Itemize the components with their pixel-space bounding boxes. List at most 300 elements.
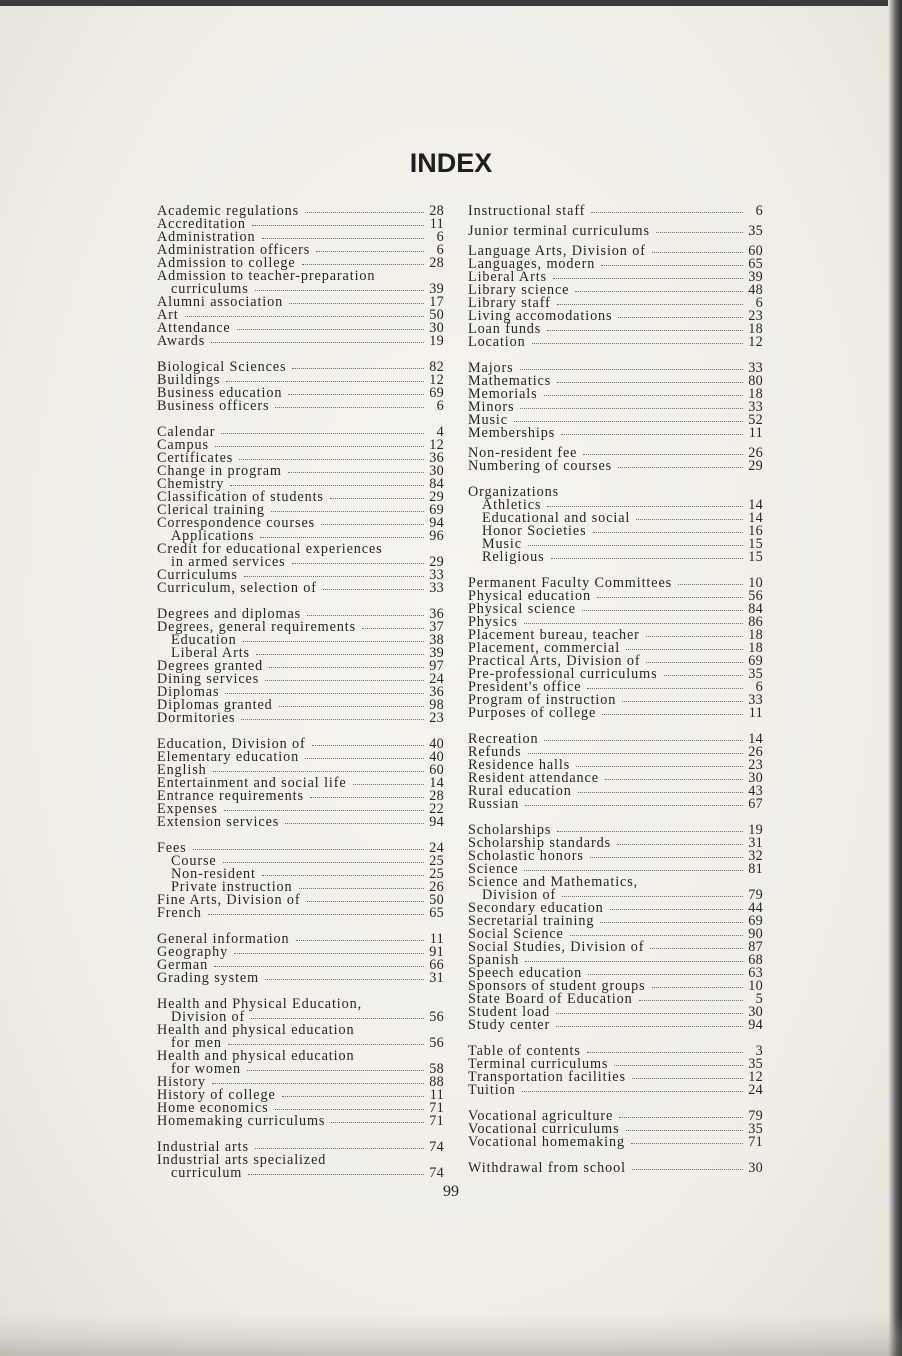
- index-entry-heading: Science and Mathematics,: [468, 874, 639, 890]
- index-entry: [157, 582, 444, 595]
- index-entry-label: Expenses: [157, 801, 218, 817]
- dot-leader: [632, 1077, 743, 1079]
- index-entry-page: 18: [748, 321, 763, 337]
- index-entry-label: in armed services: [171, 554, 286, 570]
- dot-leader: [252, 224, 424, 226]
- dot-leader: [636, 518, 743, 520]
- index-entry-label: Languages, modern: [468, 256, 596, 272]
- index-entry: [468, 427, 763, 440]
- dot-leader: [275, 406, 424, 408]
- index-entry-page: 12: [429, 437, 444, 453]
- dot-leader: [243, 640, 424, 642]
- index-entry-label: Awards: [157, 333, 206, 349]
- index-entry-page: 60: [748, 243, 763, 259]
- index-entry-page: 56: [429, 1035, 444, 1051]
- index-entry-label: Practical Arts, Division of: [468, 653, 641, 669]
- index-entry-page: 69: [748, 913, 763, 929]
- index-entry-page: 96: [429, 528, 444, 544]
- index-entry-page: 29: [429, 554, 444, 570]
- dot-leader: [588, 973, 743, 975]
- page-number: 99: [443, 1183, 459, 1200]
- index-entry-page: 74: [429, 1165, 444, 1181]
- index-entry-label: Placement, commercial: [468, 640, 621, 656]
- dot-leader: [302, 263, 424, 265]
- dot-leader: [221, 432, 424, 434]
- index-entry-page: 18: [748, 386, 763, 402]
- index-entry-heading: Organizations: [468, 484, 560, 500]
- dot-leader: [610, 908, 743, 910]
- index-entry-page: 25: [429, 853, 444, 869]
- dot-leader: [362, 627, 424, 629]
- index-entry-page: 33: [748, 360, 763, 376]
- index-entry-page: 67: [748, 796, 763, 812]
- index-entry-page: 94: [748, 1017, 763, 1033]
- dot-leader: [305, 757, 424, 759]
- index-entry-page: 11: [429, 216, 444, 232]
- dot-leader: [514, 420, 743, 422]
- index-entry: [157, 400, 444, 413]
- index-entry: [157, 1167, 444, 1180]
- index-entry-page: 22: [429, 801, 444, 817]
- dot-leader: [211, 341, 424, 343]
- dot-leader: [262, 237, 424, 239]
- scan-right-edge: [888, 0, 902, 1356]
- dot-leader: [532, 342, 743, 344]
- index-entry-label: Degrees granted: [157, 658, 264, 674]
- dot-leader: [597, 596, 743, 598]
- index-entry-page: 60: [429, 762, 444, 778]
- index-entry-page: 14: [748, 731, 763, 747]
- dot-leader: [262, 874, 424, 876]
- index-entry-heading: Health and Physical Education,: [157, 996, 363, 1012]
- dot-leader: [602, 713, 743, 715]
- section-gap: [157, 829, 444, 842]
- dot-leader: [618, 466, 743, 468]
- dot-leader: [208, 913, 424, 915]
- index-entry-page: 35: [748, 666, 763, 682]
- dot-leader: [600, 921, 743, 923]
- index-entry-label: Transportation facilities: [468, 1069, 626, 1085]
- index-entry-label: Recreation: [468, 731, 539, 747]
- dot-leader: [631, 1142, 743, 1144]
- index-entry: [157, 972, 444, 985]
- index-entry-label: Physics: [468, 614, 518, 630]
- dot-leader: [307, 900, 424, 902]
- dot-leader: [292, 367, 424, 369]
- dot-leader: [575, 290, 743, 292]
- index-entry-page: 71: [429, 1100, 444, 1116]
- index-entry-page: 25: [429, 866, 444, 882]
- index-entry-page: 12: [429, 372, 444, 388]
- index-entry-label: Admission to college: [157, 255, 296, 271]
- dot-leader: [544, 739, 743, 741]
- dot-leader: [215, 445, 424, 447]
- index-entry-page: 36: [429, 450, 444, 466]
- index-entry: [468, 1019, 763, 1032]
- dot-leader: [230, 484, 424, 486]
- index-entry-label: Social Science: [468, 926, 564, 942]
- index-entry-page: 90: [748, 926, 763, 942]
- index-entry-page: 50: [429, 307, 444, 323]
- dot-leader: [271, 510, 424, 512]
- index-entry-page: 30: [748, 1004, 763, 1020]
- index-entry-label: Division of: [171, 1009, 246, 1025]
- index-entry-label: Dining services: [157, 671, 260, 687]
- index-entry-label: Correspondence courses: [157, 515, 316, 531]
- index-entry-label: Scholarships: [468, 822, 552, 838]
- index-entry-label: Administration: [157, 229, 256, 245]
- index-entry-page: 36: [429, 606, 444, 622]
- index-entry-label: Purposes of college: [468, 705, 597, 721]
- dot-leader: [557, 303, 743, 305]
- index-entry-page: 26: [748, 445, 763, 461]
- index-entry-page: 6: [436, 242, 444, 258]
- dot-leader: [525, 960, 743, 962]
- index-entry-label: Fine Arts, Division of: [157, 892, 301, 908]
- index-entry-page: 40: [429, 749, 444, 765]
- index-entry-page: 24: [429, 840, 444, 856]
- index-entry-label: Division of: [482, 887, 557, 903]
- index-entry-label: Sponsors of student groups: [468, 978, 646, 994]
- index-entry-page: 33: [748, 399, 763, 415]
- index-entry-page: 5: [755, 991, 763, 1007]
- dot-leader: [321, 523, 424, 525]
- dot-leader: [525, 804, 743, 806]
- dot-leader: [214, 965, 424, 967]
- index-entry-page: 65: [429, 905, 444, 921]
- index-entry-page: 29: [429, 489, 444, 505]
- index-entry-label: Elementary education: [157, 749, 300, 765]
- dot-leader: [239, 458, 424, 460]
- index-entry-label: Applications: [171, 528, 255, 544]
- index-entry-label: Placement bureau, teacher: [468, 627, 640, 643]
- index-entry-label: Buildings: [157, 372, 221, 388]
- index-entry-label: Industrial arts: [157, 1139, 249, 1155]
- index-entry-label: Curriculums: [157, 567, 238, 583]
- index-entry-page: 6: [755, 679, 763, 695]
- index-entry-label: Course: [171, 853, 217, 869]
- index-entry-label: Home economics: [157, 1100, 269, 1116]
- index-entry-label: Scholarship standards: [468, 835, 612, 851]
- dot-leader: [330, 497, 424, 499]
- dot-leader: [185, 315, 424, 317]
- index-entry-label: Biological Sciences: [157, 359, 287, 375]
- index-entry-page: 23: [429, 710, 444, 726]
- index-entry-page: 6: [755, 203, 763, 219]
- index-entry: [157, 816, 444, 829]
- index-entry-label: Rural education: [468, 783, 572, 799]
- dot-leader: [524, 869, 743, 871]
- index-entry: [468, 1162, 763, 1175]
- dot-leader: [305, 211, 424, 213]
- dot-leader: [639, 999, 743, 1001]
- dot-leader: [528, 752, 743, 754]
- index-entry: [157, 907, 444, 920]
- index-entry-label: Physical science: [468, 601, 576, 617]
- index-entry-label: Change in program: [157, 463, 282, 479]
- index-entry-page: 69: [748, 653, 763, 669]
- index-entry-page: 29: [748, 458, 763, 474]
- index-entry: [157, 1115, 444, 1128]
- index-entry-page: 43: [748, 783, 763, 799]
- index-entry-label: State Board of Education: [468, 991, 633, 1007]
- dot-leader: [587, 687, 743, 689]
- index-entry-page: 69: [429, 385, 444, 401]
- dot-leader: [299, 887, 424, 889]
- index-entry: [468, 460, 763, 473]
- dot-leader: [664, 674, 744, 676]
- index-entry-label: Private instruction: [171, 879, 293, 895]
- dot-leader: [547, 329, 743, 331]
- index-entry-page: 88: [429, 1074, 444, 1090]
- index-entry-page: 30: [429, 320, 444, 336]
- index-entry-label: Vocational homemaking: [468, 1134, 625, 1150]
- index-entry-page: 36: [429, 684, 444, 700]
- dot-leader: [556, 1025, 743, 1027]
- dot-leader: [547, 505, 743, 507]
- index-entry: [468, 1136, 763, 1149]
- index-entry-page: 11: [748, 705, 763, 721]
- dot-leader: [601, 264, 743, 266]
- index-entry-label: Program of instruction: [468, 692, 617, 708]
- index-entry-label: Music: [482, 536, 522, 552]
- index-entry-page: 38: [429, 632, 444, 648]
- index-entry-page: 28: [429, 255, 444, 271]
- index-entry-page: 48: [748, 282, 763, 298]
- index-entry-label: Withdrawal from school: [468, 1160, 626, 1176]
- dot-leader: [562, 895, 743, 897]
- index-entry-label: for women: [171, 1061, 241, 1077]
- index-entry-label: Speech education: [468, 965, 583, 981]
- index-entry-label: Liberal Arts: [171, 645, 250, 661]
- dot-leader: [626, 1129, 743, 1131]
- index-entry-page: 24: [429, 671, 444, 687]
- index-entry-page: 31: [429, 970, 444, 986]
- scan-top-edge: [0, 0, 902, 6]
- index-entry-label: Business officers: [157, 398, 270, 414]
- dot-leader: [520, 368, 743, 370]
- index-entry-page: 58: [429, 1061, 444, 1077]
- dot-leader: [520, 407, 743, 409]
- index-entry-page: 65: [748, 256, 763, 272]
- index-entry-page: 71: [748, 1134, 763, 1150]
- index-entry-page: 52: [748, 412, 763, 428]
- dot-leader: [524, 622, 743, 624]
- dot-leader: [256, 653, 424, 655]
- index-entry-label: Curriculum, selection of: [157, 580, 317, 596]
- index-entry-heading: Admission to teacher-preparation: [157, 268, 376, 284]
- index-entry-page: 14: [748, 510, 763, 526]
- index-entry-page: 6: [436, 229, 444, 245]
- index-entry-page: 28: [429, 788, 444, 804]
- index-entry-page: 79: [748, 1108, 763, 1124]
- index-entry-label: Majors: [468, 360, 514, 376]
- dot-leader: [316, 250, 424, 252]
- index-entry-label: Diplomas: [157, 684, 220, 700]
- index-entry-page: 14: [748, 497, 763, 513]
- dot-leader: [656, 231, 743, 233]
- dot-leader: [241, 718, 424, 720]
- index-entry-label: Terminal curriculums: [468, 1056, 609, 1072]
- dot-leader: [557, 381, 743, 383]
- index-entry-label: Campus: [157, 437, 209, 453]
- dot-leader: [605, 778, 743, 780]
- dot-leader: [652, 251, 743, 253]
- index-entry-label: Pre-professional curriculums: [468, 666, 658, 682]
- index-entry: [468, 798, 763, 811]
- index-entry-page: 32: [748, 848, 763, 864]
- dot-leader: [223, 861, 424, 863]
- index-entry-label: Language Arts, Division of: [468, 243, 646, 259]
- dot-leader: [228, 1043, 424, 1045]
- index-entry-label: Memberships: [468, 425, 556, 441]
- dot-leader: [323, 588, 424, 590]
- index-entry: [468, 225, 763, 238]
- index-entry-label: History of college: [157, 1087, 276, 1103]
- index-entry-label: Classification of students: [157, 489, 324, 505]
- dot-leader: [678, 583, 743, 585]
- index-entry: [157, 296, 444, 309]
- index-entry-label: Living accomodations: [468, 308, 613, 324]
- index-entry-page: 79: [748, 887, 763, 903]
- dot-leader: [265, 978, 424, 980]
- index-entry-page: 66: [429, 957, 444, 973]
- dot-leader: [296, 939, 424, 941]
- index-entry: [468, 707, 763, 720]
- index-entry-page: 84: [429, 476, 444, 492]
- dot-leader: [225, 692, 424, 694]
- dot-leader: [646, 635, 743, 637]
- index-entry: [468, 205, 763, 218]
- index-entry-label: French: [157, 905, 202, 921]
- dot-leader: [652, 986, 744, 988]
- dot-leader: [553, 277, 743, 279]
- index-entry-label: Clerical training: [157, 502, 265, 518]
- index-entry-label: English: [157, 762, 207, 778]
- dot-leader: [590, 856, 743, 858]
- index-entry-page: 31: [748, 835, 763, 851]
- dot-leader: [288, 393, 424, 395]
- dot-leader: [193, 848, 424, 850]
- index-entry-label: Calendar: [157, 424, 216, 440]
- dot-leader: [288, 471, 424, 473]
- dot-leader: [614, 1064, 743, 1066]
- index-entry-label: Liberal Arts: [468, 269, 547, 285]
- index-entry-label: Junior terminal curriculums: [468, 223, 650, 239]
- index-entry-label: Education, Division of: [157, 736, 306, 752]
- index-entry-page: 35: [748, 1121, 763, 1137]
- index-entry-page: 18: [748, 627, 763, 643]
- scan-bottom-edge: [0, 1314, 902, 1356]
- index-entry-label: Dormitories: [157, 710, 236, 726]
- dot-leader: [556, 1012, 743, 1014]
- index-entry-page: 23: [748, 757, 763, 773]
- index-entry-label: Non-resident fee: [468, 445, 578, 461]
- dot-leader: [646, 661, 743, 663]
- index-entry-page: 56: [429, 1009, 444, 1025]
- index-entry-label: Academic regulations: [157, 203, 300, 219]
- index-entry-label: Vocational curriculums: [468, 1121, 620, 1137]
- index-entry-page: 24: [748, 1082, 763, 1098]
- index-entry-label: Loan funds: [468, 321, 542, 337]
- dot-leader: [248, 1173, 424, 1175]
- dot-leader: [582, 609, 743, 611]
- index-entry-page: 19: [748, 822, 763, 838]
- index-entry-heading: Credit for educational experiences: [157, 541, 383, 557]
- index-entry-page: 10: [748, 978, 763, 994]
- index-entry-label: Art: [157, 307, 179, 323]
- dot-leader: [255, 289, 424, 291]
- dot-leader: [312, 744, 424, 746]
- dot-leader: [247, 1069, 424, 1071]
- index-entry-label: Residence halls: [468, 757, 571, 773]
- dot-leader: [551, 557, 744, 559]
- index-entry-page: 56: [748, 588, 763, 604]
- dot-leader: [632, 1168, 743, 1170]
- index-entry-label: Memorials: [468, 386, 538, 402]
- index-entry-label: Chemistry: [157, 476, 225, 492]
- index-entry-page: 81: [748, 861, 763, 877]
- dot-leader: [213, 770, 424, 772]
- dot-leader: [583, 453, 743, 455]
- index-column-right: [468, 205, 763, 1175]
- dot-leader: [587, 1051, 743, 1053]
- index-entry-label: Music: [468, 412, 508, 428]
- index-entry-page: 82: [429, 359, 444, 375]
- index-entry-page: 23: [748, 308, 763, 324]
- index-entry-label: Study center: [468, 1017, 551, 1033]
- dot-leader: [292, 562, 424, 564]
- index-entry-label: Geography: [157, 944, 229, 960]
- index-entry-label: Science: [468, 861, 519, 877]
- dot-leader: [244, 575, 424, 577]
- index-entry-label: Degrees, general requirements: [157, 619, 357, 635]
- index-entry-page: 84: [748, 601, 763, 617]
- index-entry-page: 97: [429, 658, 444, 674]
- index-entry-heading: Industrial arts specialized: [157, 1152, 327, 1168]
- index-entry-label: Location: [468, 334, 526, 350]
- dot-leader: [260, 536, 424, 538]
- index-entry-label: Degrees and diplomas: [157, 606, 302, 622]
- dot-leader: [285, 822, 424, 824]
- index-entry-page: 37: [429, 619, 444, 635]
- index-entry-page: 19: [429, 333, 444, 349]
- index-entry-page: 71: [429, 1113, 444, 1129]
- dot-leader: [618, 316, 743, 318]
- index-entry: [468, 1084, 763, 1097]
- dot-leader: [557, 830, 743, 832]
- index-entry-page: 3: [755, 1043, 763, 1059]
- index-entry-heading: Health and physical education: [157, 1048, 355, 1064]
- index-entry: [157, 712, 444, 725]
- index-entry-label: Fees: [157, 840, 187, 856]
- index-entry-page: 50: [429, 892, 444, 908]
- index-entry-page: 15: [748, 549, 763, 565]
- index-entry-label: Attendance: [157, 320, 231, 336]
- index-entry-label: Religious: [482, 549, 545, 565]
- index-entry-label: Secretarial training: [468, 913, 595, 929]
- index-entry-page: 33: [429, 580, 444, 596]
- index-entry-label: Instructional staff: [468, 203, 586, 219]
- dot-leader: [269, 666, 424, 668]
- index-entry-label: Education: [171, 632, 237, 648]
- index-entry-page: 87: [748, 939, 763, 955]
- index-entry-page: 94: [429, 814, 444, 830]
- index-entry-page: 6: [436, 398, 444, 414]
- index-entry-label: Physical education: [468, 588, 591, 604]
- index-entry-label: Library science: [468, 282, 570, 298]
- index-entry-page: 98: [429, 697, 444, 713]
